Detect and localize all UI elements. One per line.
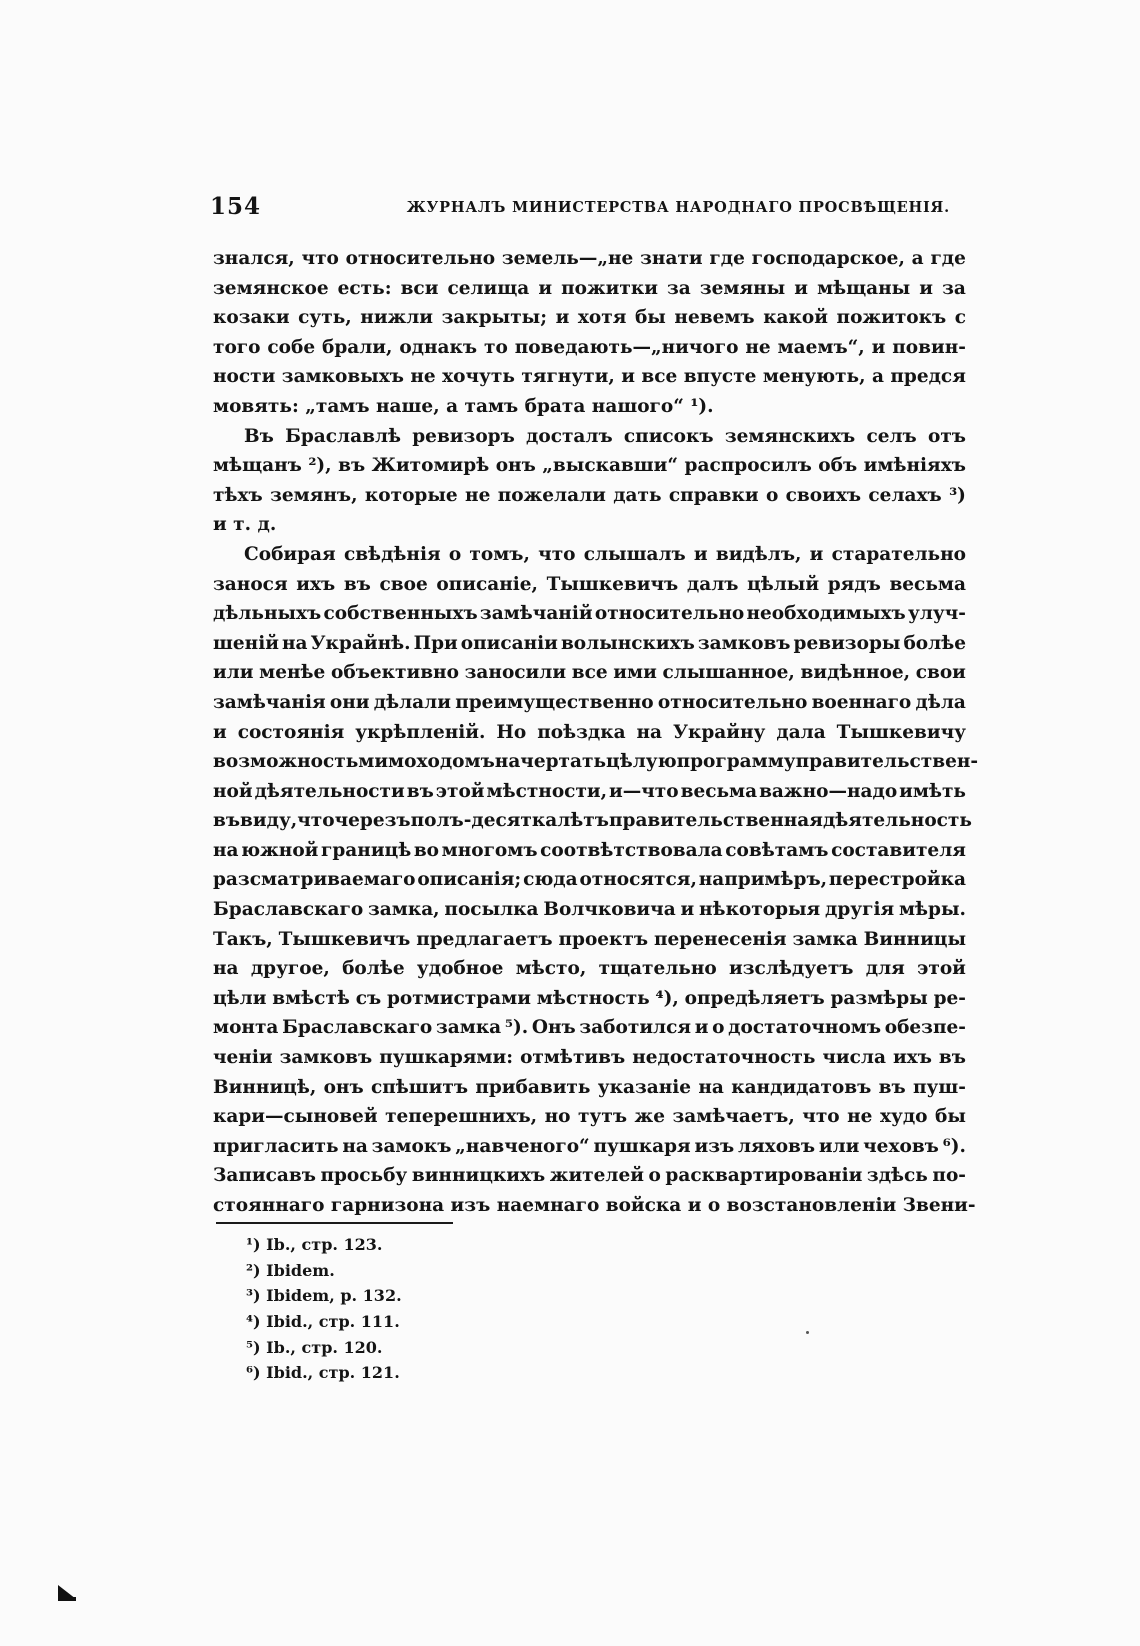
text-line: ченіи замковъ пушкарями: отмѣтивъ недостаточность числа ихъ въ — [213, 1047, 966, 1069]
footnotes — [246, 1232, 402, 1386]
text-line: возможность мимоходомъ начертать цѣлую программу правительствен- — [213, 751, 979, 773]
text-line: Записавъ просьбу винницкихъ жителей о расквартированіи здѣсь по- — [213, 1165, 966, 1187]
footnote-text: Ibidem, p. 132. — [266, 1286, 402, 1306]
footnote-marker: ⁵) — [246, 1337, 261, 1357]
text-line: цѣли вмѣстѣ съ ротмистрами мѣстность ⁴), опредѣляетъ размѣры ре- — [213, 987, 966, 1009]
text-line: и состоянія укрѣпленій. Но поѣздка на Украйну дала Тышкевичу — [213, 721, 966, 743]
text-line: тѣхъ земянъ, которые не пожелали дать справки о своихъ селахъ ³) — [213, 484, 966, 506]
footnote-marker: ⁴) — [246, 1312, 261, 1332]
text-line: шеній на Украйнѣ. При описаніи волынскихъ замковъ ревизоры болѣе — [213, 632, 966, 654]
text-line: Винницѣ, онъ спѣшитъ прибавить указаніе на кандидатовъ въ пуш- — [213, 1076, 966, 1098]
text-line: кари—сыновей теперешнихъ, но тутъ же замѣчаетъ, что не худо бы — [213, 1106, 966, 1128]
footnote-3 — [246, 1283, 402, 1309]
running-head — [210, 193, 962, 223]
footnote-rule — [216, 1222, 453, 1224]
scan-speck — [806, 1331, 809, 1334]
page-number: 154 — [210, 193, 262, 220]
footnote-text: Ibidem. — [266, 1260, 335, 1280]
footnote-4 — [246, 1309, 402, 1335]
text-line: знался, что относительно земель—„не знати где господарское, а где — [213, 248, 966, 269]
paragraph — [213, 244, 966, 422]
footnote-marker: ²) — [246, 1260, 261, 1280]
text-line: въ виду, что черезъ полъ-десятка лѣтъ правительственная дѣятельность — [213, 810, 972, 832]
text-line: Браславскаго замка, посылка Волчковича и нѣкоторыя другія мѣры. — [213, 899, 966, 921]
journal-title: ЖУРНАЛЪ МИНИСТЕРСТВА НАРОДНАГО ПРОСВѢЩЕНІЯ. — [406, 199, 950, 216]
footnote-1 — [246, 1232, 402, 1258]
footnote-6 — [246, 1360, 402, 1386]
text-line: на южной границѣ во многомъ соотвѣтствовала совѣтамъ составителя — [213, 839, 966, 861]
footnote-text: Ib., стр. 120. — [266, 1337, 383, 1357]
footnote-text: Ibid., стр. 111. — [266, 1312, 400, 1332]
footnote-2 — [246, 1258, 402, 1284]
text-line: земянское есть: вси селища и пожитки за земяны и мѣщаны и за — [213, 277, 966, 299]
footnote-text: Ibid., стр. 121. — [266, 1363, 400, 1383]
footnote-text: Ib., стр. 123. — [266, 1235, 383, 1254]
text-line: ности замковыхъ не хочуть тягнути, и все впусте менують, а предся — [213, 366, 966, 388]
text-line: стояннаго гарнизона изъ наемнаго войска и о возстановленіи Звени- — [213, 1195, 976, 1216]
text-line: Собирая свѣдѣнія о томъ, что слышалъ и видѣлъ, и старательно — [244, 543, 966, 565]
text-line: Такъ, Тышкевичъ предлагаетъ проектъ перенесенія замка Винницы — [213, 928, 966, 950]
text-line: ной дѣятельности въ этой мѣстности, и—что весьма важно—надо имѣть — [213, 780, 966, 802]
text-line: на другое, болѣе удобное мѣсто, тщательно изслѣдуетъ для этой — [213, 958, 966, 980]
text-line: мовять: „тамъ наше, а тамъ брата нашого“ ¹). — [213, 395, 714, 417]
text-line: Въ Браславлѣ ревизоръ досталъ списокъ земянскихъ селъ отъ — [244, 425, 966, 447]
body-text — [213, 244, 979, 1221]
text-line: замѣчанія они дѣлали преимущественно относительно военнаго дѣла — [213, 691, 966, 713]
text-line: занося ихъ въ свое описаніе, Тышкевичъ далъ цѣлый рядъ весьма — [213, 573, 966, 595]
footnote-marker: ¹) — [246, 1235, 261, 1254]
paragraph — [213, 422, 966, 540]
corner-mark-base — [58, 1597, 76, 1601]
text-line: и т. д. — [213, 514, 277, 536]
text-line: того собе брали, однакъ то поведають—„ничого не маемъ“, и повин- — [213, 336, 966, 358]
footnote-5 — [246, 1335, 402, 1361]
text-line: или менѣе объективно заносили все ими слышанное, видѣнное, свои — [213, 662, 966, 684]
paragraph — [213, 540, 979, 1221]
text-line: пригласить на замокъ „навченого“ пушкаря изъ ляховъ или чеховъ ⁶). — [213, 1135, 966, 1157]
text-line: мѣщанъ ²), въ Житомирѣ онъ „выскавши“ распросилъ объ имѣніяхъ — [213, 455, 966, 477]
text-line: разсматриваемаго описанія; сюда относятся, напримѣръ, перестройка — [213, 869, 966, 891]
text-line: козаки суть, нижли закрыты; и хотя бы невемъ какой пожитокъ с — [213, 307, 966, 329]
footnote-marker: ³) — [246, 1286, 261, 1306]
text-line: дѣльныхъ собственныхъ замѣчаній относительно необходимыхъ улуч- — [213, 603, 966, 625]
footnote-marker: ⁶) — [246, 1363, 261, 1383]
text-line: монта Браславскаго замка ⁵). Онъ заботился и о достаточномъ обезпе- — [213, 1017, 966, 1039]
